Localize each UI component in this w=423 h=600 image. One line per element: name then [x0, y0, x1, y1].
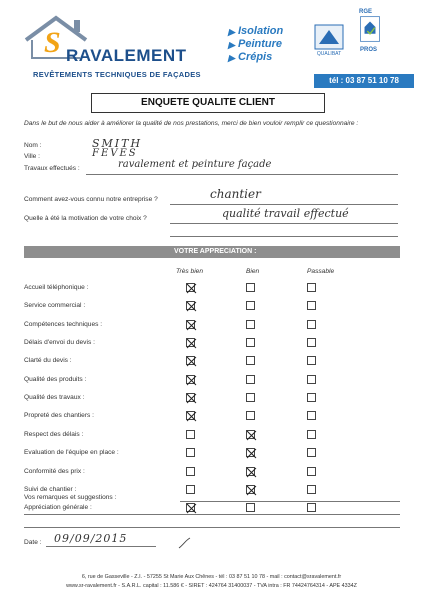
remarks-label: Vos remarques et suggestions :: [24, 494, 117, 501]
rating-checkbox-passable[interactable]: [307, 430, 316, 439]
column-header-passable: Passable: [307, 268, 335, 275]
motivation-label: Quelle à été la motivation de votre choix ?: [24, 215, 147, 222]
checkmark-x-icon: [186, 283, 197, 294]
rating-checkbox-bien[interactable]: [246, 301, 255, 310]
date-value[interactable]: 09/09/2015: [54, 532, 128, 545]
rating-row-label: Clarté du devis :: [24, 357, 72, 365]
date-label: Date :: [24, 539, 42, 546]
travaux-label: Travaux effectués :: [24, 165, 80, 172]
rating-checkbox-bien[interactable]: [246, 430, 255, 439]
checkmark-x-icon: [186, 411, 197, 422]
checkmark-x-icon: [186, 338, 197, 349]
logo-wordmark: RAVALEMENT: [66, 46, 187, 65]
rating-checkbox-tres-bien[interactable]: [186, 338, 195, 347]
column-header-tres-bien: Très bien: [176, 268, 203, 275]
remarks-line[interactable]: [24, 527, 400, 528]
triangle-bullet-icon: ▶: [228, 40, 235, 50]
rating-checkbox-passable[interactable]: [307, 375, 316, 384]
motivation-underline-2: [170, 236, 398, 237]
checkmark-x-icon: [246, 430, 257, 441]
rating-row-label: Qualité des travaux :: [24, 394, 85, 402]
rating-row-label: Suivi de chantier :: [24, 485, 77, 493]
rating-checkbox-bien[interactable]: [246, 320, 255, 329]
rge-badge-icon: [355, 16, 385, 42]
checkmark-x-icon: [246, 485, 257, 496]
checkmark-x-icon: [186, 320, 197, 331]
connu-underline: [170, 204, 398, 205]
logo-letter: S: [44, 26, 61, 59]
rating-checkbox-bien[interactable]: [246, 356, 255, 365]
rating-row-label: Qualité des produits :: [24, 375, 87, 383]
rating-checkbox-tres-bien[interactable]: [186, 467, 195, 476]
rating-row-label: Evaluation de l'équipe en place :: [24, 449, 119, 457]
rating-checkbox-bien[interactable]: [246, 393, 255, 402]
column-header-bien: Bien: [246, 268, 260, 275]
rating-checkbox-bien[interactable]: [246, 411, 255, 420]
intro-text: Dans le but de nous aider à améliorer la qualité de nos prestations, merci de bien vouloir remplir ce questionnaire :: [24, 120, 359, 127]
rating-row-label: Délais d'envoi du devis :: [24, 339, 95, 347]
checkmark-x-icon: [186, 393, 197, 404]
nom-value[interactable]: SMITH: [92, 137, 143, 150]
checkmark-x-icon: [186, 503, 197, 514]
date-underline: [46, 546, 156, 547]
appreciation-section-header: VOTRE APPRECIATION :: [24, 246, 400, 258]
rating-checkbox-bien[interactable]: [246, 448, 255, 457]
rating-checkbox-passable[interactable]: [307, 283, 316, 292]
rating-row-label: Compétences techniques :: [24, 320, 103, 328]
rating-checkbox-bien[interactable]: [246, 485, 255, 494]
footer-legal: www.sr-ravalement.fr - S.A.R.L. capital : 11.586 € - SIRET : 424764 31400037 - TVA intra : FR 74424764314 - APE 4334Z: [66, 583, 357, 589]
footer-address: 6, rue de Gasseville - Z.I. - 57255 St Marie Aux Chênes - tél : 03 87 51 10 78 - mail : contact@sravalement.fr: [81, 574, 342, 580]
rating-row-label: Accueil téléphonique :: [24, 284, 89, 291]
triangle-bullet-icon: ▶: [228, 53, 235, 63]
rating-checkbox-passable[interactable]: [307, 338, 316, 347]
checkmark-x-icon: [186, 356, 197, 367]
checkmark-x-icon: [246, 448, 257, 459]
checkmark-x-icon: [186, 375, 197, 386]
rating-row-label: Propreté des chantiers :: [24, 412, 95, 420]
rating-checkbox-bien[interactable]: [246, 503, 255, 512]
remarks-line[interactable]: [180, 501, 400, 502]
rating-checkbox-passable[interactable]: [307, 485, 316, 494]
service-item: ▶ Isolation: [228, 25, 284, 37]
phone-banner: tél : 03 87 51 10 78: [314, 74, 414, 88]
checkmark-x-icon: [246, 467, 257, 478]
nom-label: Nom :: [24, 142, 42, 149]
service-item: ▶ Peinture: [228, 38, 283, 50]
remarks-line[interactable]: [24, 514, 400, 515]
rating-checkbox-tres-bien[interactable]: [186, 430, 195, 439]
rating-checkbox-passable[interactable]: [307, 448, 316, 457]
pros-label: PROS: [360, 47, 378, 53]
rating-checkbox-passable[interactable]: [307, 320, 316, 329]
rating-checkbox-bien[interactable]: [246, 467, 255, 476]
rating-checkbox-tres-bien[interactable]: [186, 393, 195, 402]
connu-label: Comment avez-vous connu notre entreprise ?: [24, 196, 158, 203]
rating-checkbox-bien[interactable]: [246, 283, 255, 292]
qualibat-badge-icon: [314, 24, 344, 50]
rating-checkbox-passable[interactable]: [307, 503, 316, 512]
rating-checkbox-passable[interactable]: [307, 467, 316, 476]
triangle-bullet-icon: ▶: [228, 27, 235, 37]
rating-checkbox-passable[interactable]: [307, 411, 316, 420]
travaux-underline: [86, 174, 398, 175]
travaux-value[interactable]: ravalement et peinture façade: [118, 159, 272, 170]
rating-checkbox-bien[interactable]: [246, 338, 255, 347]
logo-subtitle: REVÊTEMENTS TECHNIQUES DE FAÇADES: [33, 70, 201, 79]
ville-value[interactable]: FEVES: [92, 148, 138, 159]
motivation-value[interactable]: qualité travail effectué: [222, 207, 349, 220]
motivation-underline: [170, 223, 398, 224]
rating-row-label: Service commercial :: [24, 302, 86, 310]
rating-row-label: Respect des délais :: [24, 430, 84, 438]
rge-label: RGE: [359, 9, 373, 15]
rating-checkbox-tres-bien[interactable]: [186, 448, 195, 457]
rating-checkbox-bien[interactable]: [246, 375, 255, 384]
rating-checkbox-tres-bien[interactable]: [186, 301, 195, 310]
rating-checkbox-passable[interactable]: [307, 393, 316, 402]
rating-checkbox-tres-bien[interactable]: [186, 283, 195, 292]
checkmark-x-icon: [186, 301, 197, 312]
service-item: ▶ Crépis: [228, 51, 273, 63]
rating-row-label: Conformité des prix :: [24, 467, 85, 475]
signature-scribble-icon: [176, 536, 196, 550]
form-title: ENQUETE QUALITE CLIENT: [91, 93, 325, 113]
rating-checkbox-tres-bien[interactable]: [186, 411, 195, 420]
rating-checkbox-tres-bien[interactable]: [186, 375, 195, 384]
ville-label: Ville :: [24, 153, 41, 160]
rating-checkbox-tres-bien[interactable]: [186, 485, 195, 494]
qualibat-label: QUALIBAT: [316, 51, 342, 57]
services-list: [228, 25, 283, 64]
connu-value[interactable]: chantier: [210, 187, 261, 201]
rating-checkbox-tres-bien[interactable]: [186, 356, 195, 365]
rating-checkbox-tres-bien[interactable]: [186, 320, 195, 329]
rating-checkbox-passable[interactable]: [307, 356, 316, 365]
rating-row-label: Appréciation générale :: [24, 504, 92, 512]
rating-checkbox-passable[interactable]: [307, 301, 316, 310]
rating-checkbox-tres-bien[interactable]: [186, 503, 195, 512]
